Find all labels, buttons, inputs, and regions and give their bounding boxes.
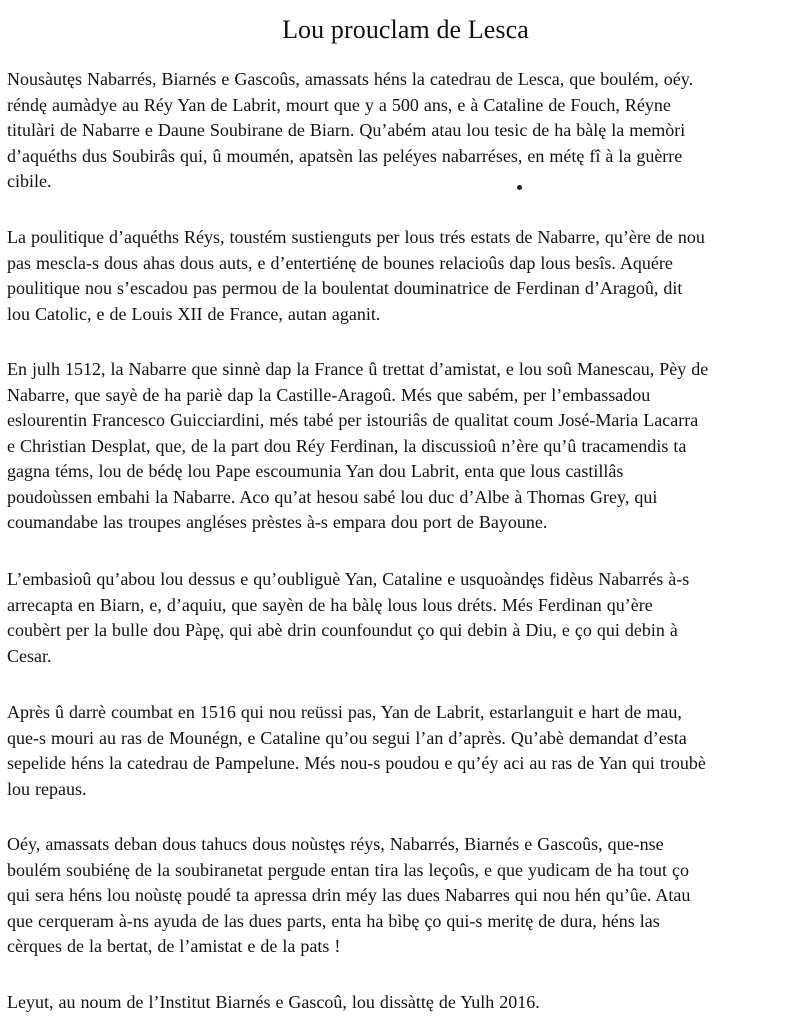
- text-line: que-s mouri au ras de Mounégn, e Cataline qu’ou segui l’an d’après. Qu’abè demandat d’esta: [7, 727, 687, 748]
- text-line: lou repaus.: [7, 778, 87, 799]
- ink-speck: [517, 185, 522, 190]
- text-line: titulàri de Nabarre e Daune Soubirane de Biarn. Qu’abém atau lou tesic de ha bàlę la memòri: [7, 120, 686, 140]
- paragraph-3: [7, 357, 807, 536]
- paragraph-1: [7, 67, 807, 195]
- text-line: arrecapta en Biarn, e, d’aquiu, que sayèn de ha bàlę lous lous dréts. Més Ferdinan qu’ère: [7, 594, 653, 615]
- paragraph-4: [7, 567, 807, 669]
- paragraph-7: [7, 990, 807, 1016]
- text-line: Oéy, amassats deban dous tahucs dous noùstęs réys, Nabarrés, Biarnés e Gascoûs, que-nse: [7, 834, 664, 854]
- text-line: lou Catolic, e de Louis XII de France, autan aganit.: [7, 303, 381, 324]
- text-line: Après û darrè coumbat en 1516 qui nou reüssi pas, Yan de Labrit, estarlanguit e hart de mau,: [7, 702, 682, 722]
- text-line: coubèrt per la bulle dou Pàpę, qui abè drin counfoundut ço qui debin à Diu, e ço qui debin à: [7, 620, 678, 640]
- text-line: d’aquéths dus Soubirâs qui, û moumén, apatsèn las peléyes nabarréses, en métę fî à la guèrre: [7, 145, 683, 166]
- text-line: Nousàutęs Nabarrés, Biarnés e Gascoûs, amassats héns la catedrau de Lesca, que boulém, oéy.: [7, 69, 694, 89]
- text-line: réndę aumàdye au Réy Yan de Labrit, mourt que y a 500 ans, e à Cataline de Fouch, Réyne: [7, 94, 671, 115]
- text-line: coumandabe las troupes angléses prèstes à-s empara dou port de Bayoune.: [7, 512, 548, 532]
- text-line: cibile.: [7, 171, 52, 191]
- text-line: Leyut, au noum de l’Institut Biarnés e Gascoû, lou dissàttę de Yulh 2016.: [7, 992, 540, 1012]
- text-line: cèrques de la bertat, de l’amistat e de la pats !: [7, 936, 341, 956]
- text-line: e Christian Desplat, que, de la part dou Réy Ferdinan, la discussioû n’ère qu’û tracamendis ta: [7, 435, 687, 456]
- text-line: Nabarre, que sayè de ha pariè dap la Castille-Aragoû. Més que sabém, per l’embassadou: [7, 384, 651, 405]
- text-line: que cerqueram à-ns ayuda de las dues parts, enta ha bìbę ço qui-s meritę de dura, héns las: [7, 910, 660, 931]
- text-line: En julh 1512, la Nabarre que sinnè dap la France û trettat d’amistat, e lou soû Manescau, Pèy de: [7, 359, 709, 379]
- text-line: L’embasioû qu’abou lou dessus e qu’oubliguè Yan, Cataline e usquoàndęs fidèus Nabarrés à-s: [7, 569, 690, 589]
- text-line: La poulitique d’aquéths Réys, toustém sustienguts per lous trés estats de Nabarre, qu’ère de nou: [7, 227, 705, 247]
- text-line: pas mescla-s dous ahas dous auts, e d’entertiénę de bounes relaciоûs dap lous besîs. Aquére: [7, 252, 673, 273]
- paragraph-2: [7, 225, 807, 327]
- paragraph-6: [7, 832, 807, 960]
- text-line: poulitique nou s’escadou pas permou de la boulentat douminatrice de Ferdinan d’Aragoû, dit: [7, 278, 683, 298]
- text-line: qui sera héns lou noùstę poudé ta apressa drin méy las dues Nabarres qui nou hén qu’ûe. Atau: [7, 885, 691, 905]
- text-line: sepelide héns la catedrau de Pampelune. Més nou-s poudou e qu’éy aci au ras de Yan qui troubè: [7, 753, 706, 773]
- text-line: boulém soubiénę de la soubiranetat pergude entan tira las leçoûs, e que yudicam de ha tout ço: [7, 859, 689, 880]
- text-line: gagna téms, lou de bédę lou Pape escoumunia Yan dou Labrit, enta que lous castillâs: [7, 461, 624, 481]
- text-line: Cesar.: [7, 645, 52, 666]
- text-line: poudoùssen embahi la Nabarre. Aco qu’at hesou sabé lou duc d’Albe à Thomas Grey, qui: [7, 486, 658, 507]
- paragraph-5: [7, 700, 807, 802]
- document-title: Lou prouclam de Lesca: [282, 15, 529, 44]
- text-line: eslourentin Francesco Guicciardini, més tabé per istouriâs de qualitat coum José-Maria Lacarra: [7, 410, 699, 430]
